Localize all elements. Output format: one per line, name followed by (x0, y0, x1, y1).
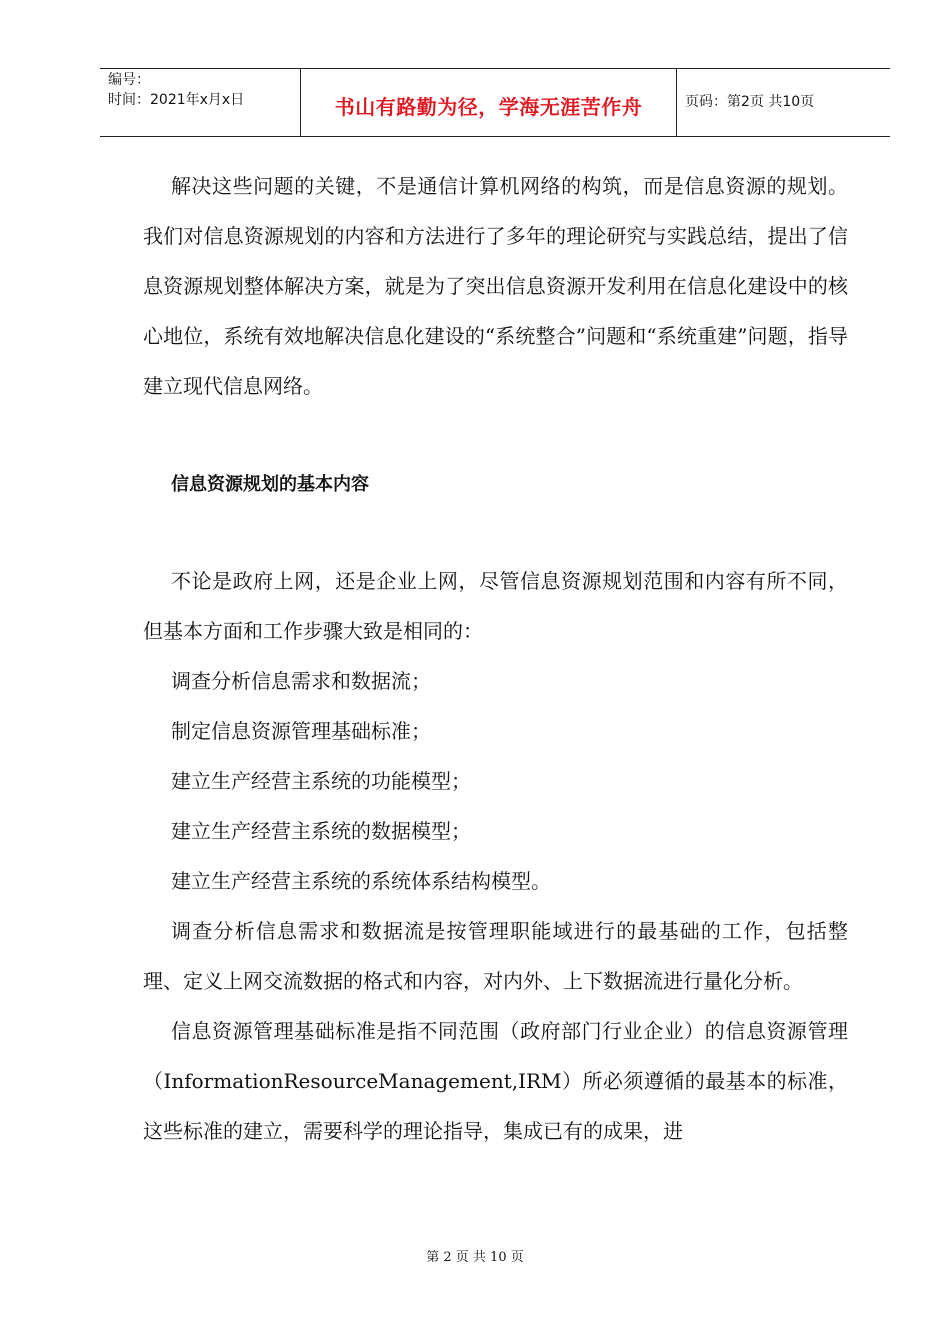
body-paragraph: 不论是政府上网，还是企业上网，尽管信息资源规划范围和内容有所不同，但基本方面和工作步骤大致是相同的： (143, 569, 848, 643)
header-meta-cell (100, 69, 301, 136)
header-motto: 书山有路勤为径，学海无涯苦作舟 (334, 95, 643, 119)
section-heading: 信息资源规划的基本内容 (171, 474, 369, 495)
header-page-info: 页码：第2页 共10页 (685, 94, 815, 110)
section-heading-block (143, 470, 848, 496)
document-number-label: 编号： (108, 72, 150, 88)
header-motto-cell (301, 69, 677, 136)
body-paragraph: 信息资源管理基础标准是指不同范围（政府部门行业企业）的信息资源管理（InformationResourceManagement,IRM）所必须遵循的最基本的标准，这些标准的建立，需要科学的理论指导，集成已有的成果，进 (143, 1019, 848, 1143)
list-item: 建立生产经营主系统的功能模型； (171, 769, 471, 793)
body-paragraph: 解决这些问题的关键，不是通信计算机网络的构筑，而是信息资源的规划。我们对信息资源规划的内容和方法进行了多年的理论研究与实践总结，提出了信息资源规划整体解决方案，就是为了突出信息资源开发利用在信息化建设中的核心地位，系统有效地解决信息化建设的“系统整合”问题和“系统重建”问题，指导建立现代信息网络。 (143, 174, 848, 398)
page-header (100, 68, 890, 137)
header-page-cell (677, 69, 890, 136)
paragraph-block-1 (143, 161, 848, 411)
list-item: 建立生产经营主系统的系统体系结构模型。 (171, 869, 551, 893)
document-time-label: 时间：2021年x月x日 (108, 92, 245, 108)
body-paragraph: 调查分析信息需求和数据流是按管理职能域进行的最基础的工作，包括整理、定义上网交流数据的格式和内容，对内外、上下数据流进行量化分析。 (143, 919, 848, 993)
page-footer: 第 2 页 共 10 页 (426, 1250, 524, 1265)
list-item: 调查分析信息需求和数据流； (171, 669, 431, 693)
list-item: 制定信息资源管理基础标准； (171, 719, 431, 743)
paragraph-block-2 (143, 556, 848, 1156)
list-item: 建立生产经营主系统的数据模型； (171, 819, 471, 843)
